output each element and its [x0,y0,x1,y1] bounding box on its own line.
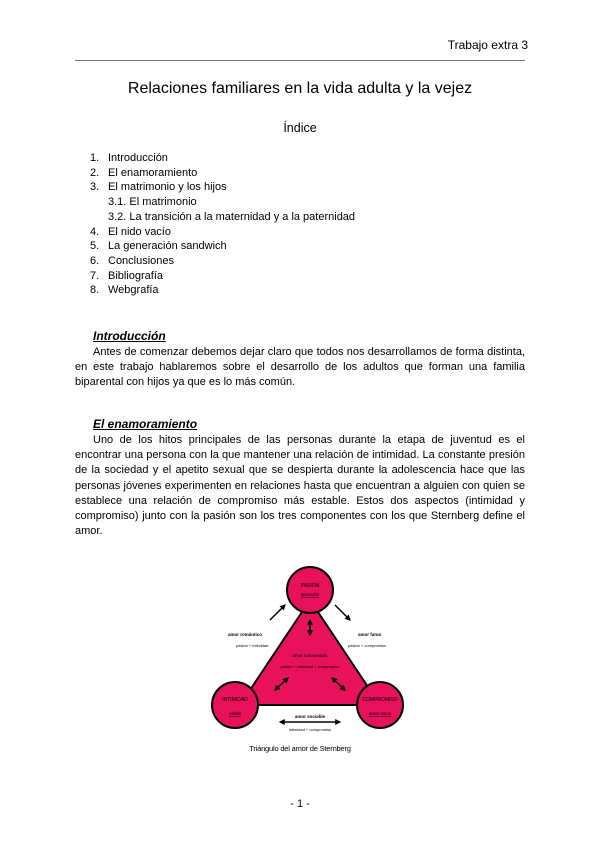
left-label-sub: pasión + intimidad [236,643,269,648]
passion-title: PASIÓN [300,583,320,589]
passion-sub: atracción [300,592,320,597]
intimacy-circle [212,682,258,728]
arrow-right-outer [335,605,350,620]
section-enamoramiento [75,417,525,539]
commitment-sub: amor vacío [368,711,392,716]
sternberg-triangle-figure [200,560,420,760]
commitment-circle [357,682,403,728]
section-paragraph: Uno de los hitos principales de las personas durante la etapa de juventud es el encontrar una persona con la que mantener una relación de intimidad. La constante presión de la sociedad y el apetito sexual que se despierta durante la adolescencia hace que las personas jóvenes experimenten en relaciones hasta que encuentran a alguien con quien se establece una relación de compromiso más estable. Estos dos aspectos (intimidad y compromiso) junto con la pasión son los tres componentes con los que Sternberg define el amor. [75,434,525,538]
document-title: Relaciones familiares en la vida adulta y la vejez [127,80,473,97]
commitment-title: COMPROMISO [362,697,398,703]
figure-caption: Triángulo del amor de Sternberg [249,744,351,753]
toc-item[interactable]: 1. Introducción [90,152,168,164]
toc-item[interactable]: 6. Conclusiones [90,254,175,267]
table-of-contents [90,151,355,298]
header-label: Trabajo extra 3 [447,38,528,52]
left-label-title: amor romántico [228,632,263,637]
center-sub: pasión + intimidad + compromiso [280,664,340,669]
toc-item[interactable]: 3. El matrimonio y los hijos [90,181,227,194]
toc-subitem[interactable]: 3.1. El matrimonio [108,196,197,209]
index-title: Índice [283,121,317,135]
right-label-title: amor fatuo [358,632,382,637]
page-number: - 1 - [290,798,310,810]
arrow-left-outer [270,605,285,620]
passion-circle [287,567,333,613]
toc-subitem[interactable]: 3.2. La transición a la maternidad y a la paternidad [108,210,356,223]
toc-item[interactable]: 2. El enamoramiento [90,166,198,179]
intimacy-title: INTIMIDAD [222,697,248,703]
section-title: Introducción [93,329,166,343]
toc-item[interactable]: 4. El nido vacío [90,225,171,238]
section-paragraph: Antes de comenzar debemos dejar claro que todos nos desarrollamos de forma distinta, en este trabajo hablaremos sobre el desarrollo de los adultos que forman una familia biparental con hijos ya que es lo más común. [75,346,525,389]
section-introduction [75,329,525,391]
toc-item[interactable]: 8. Webgrafía [90,284,159,297]
bottom-label-sub: intimidad + compromiso [288,727,332,732]
center-title: amor consumado [292,653,328,658]
toc-item[interactable]: 7. Bibliografía [90,269,164,282]
toc-item[interactable]: 5. La generación sandwich [90,240,227,253]
right-label-sub: pasión + compromiso [348,643,387,648]
section-title: El enamoramiento [93,417,198,431]
intimacy-sub: cariño [228,711,242,716]
bottom-label-title: amor sociable [294,714,326,719]
header-rule [75,60,525,61]
